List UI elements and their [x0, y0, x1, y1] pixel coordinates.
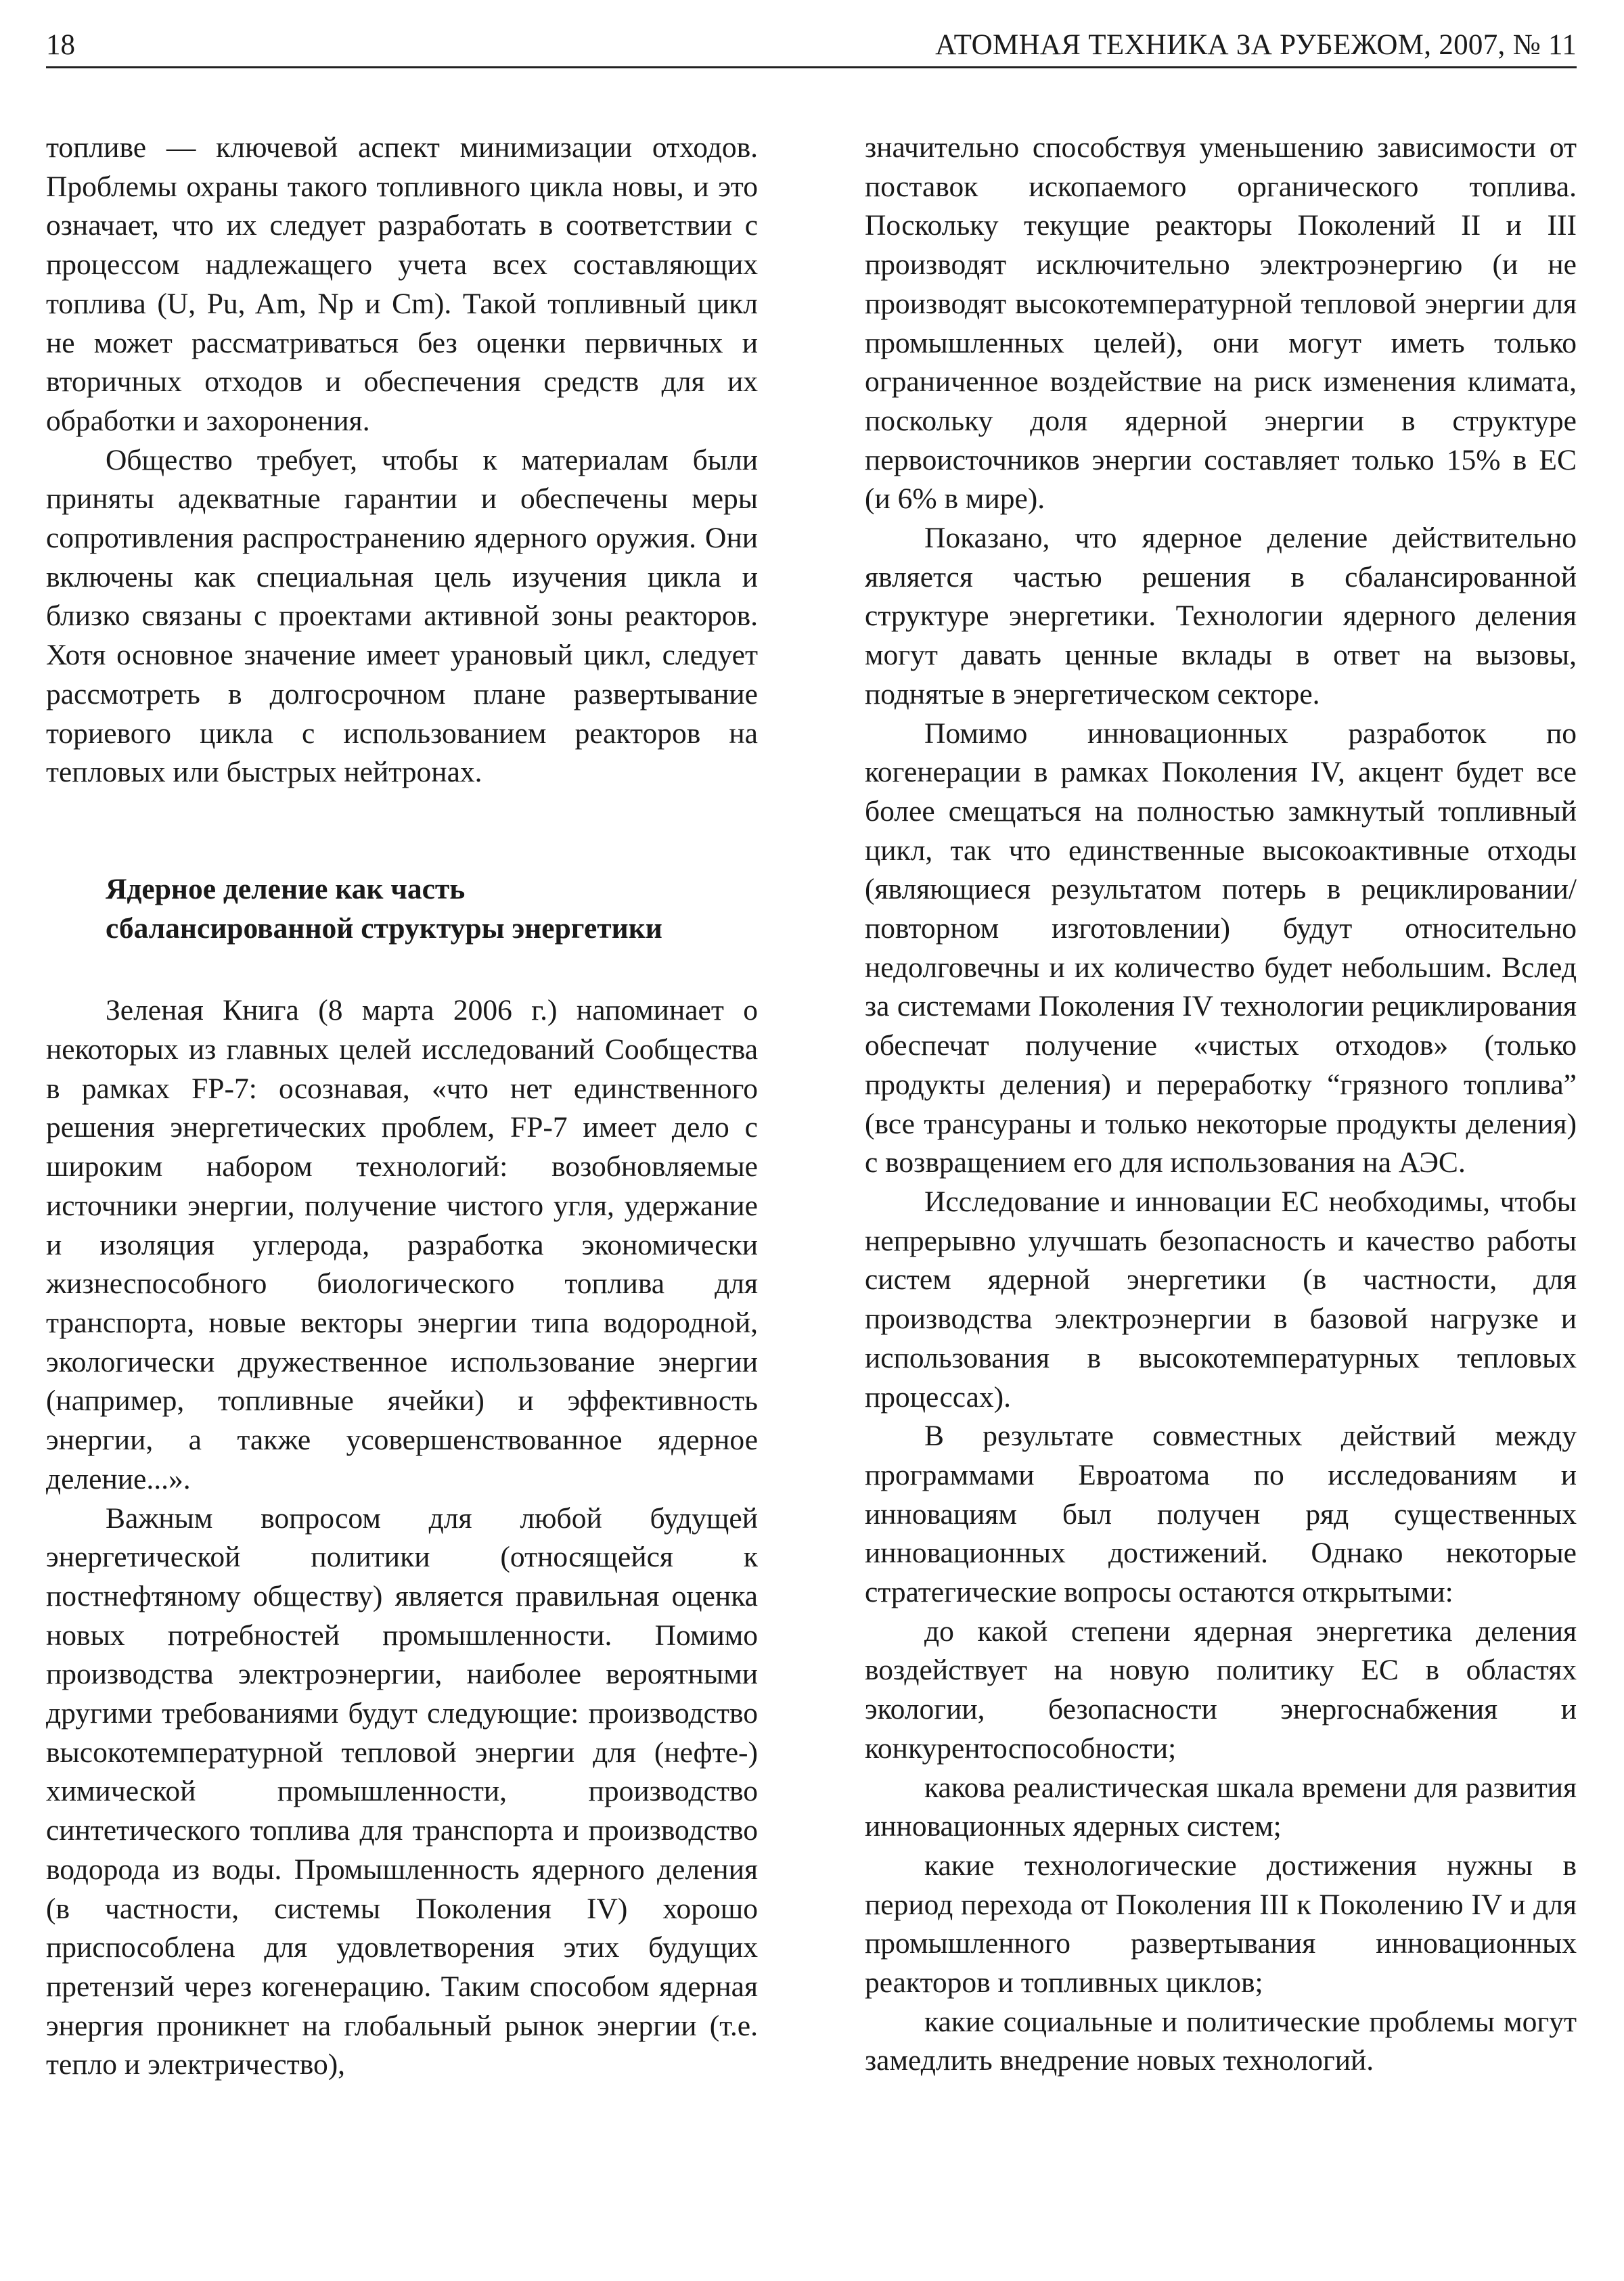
list-item: до какой степени ядерная энергетика деления воздействует на новую политику ЕС в областях экологии, безопасности энергоснабжения и конкурентоспособности; — [865, 1614, 1577, 1765]
paragraph: значительно способствуя уменьшению зависимости от поставок ископаемого органического топлива. Поскольку текущие реакторы Поколений II и III производят исключительно электроэнергию (и не производят высокотемпературной тепловой энергии для промышленных целей), они могут иметь только ограниченное воздействие на риск изменения климата, поскольку доля ядерной энергии в структуре первоисточников энергии составляет только 15% в ЕС (и 6% в мире). — [865, 131, 1577, 516]
list-item: какие технологические достижения нужны в период перехода от Поколения III к Поколению IV и для промышленного развертывания инновационных реакторов и топливных циклов; — [865, 1849, 1577, 2000]
list-item: какова реалистическая шкала времени для развития инновационных ядерных систем; — [865, 1771, 1577, 1843]
journal-title: АТОМНАЯ ТЕХНИКА ЗА РУБЕЖОМ, 2007, № 11 — [935, 29, 1577, 61]
page-header — [46, 26, 1577, 68]
right-column — [865, 129, 1577, 2081]
spacer — [46, 948, 758, 991]
paragraph: В результате совместных действий между программами Евроатома по исследованиям и инновациям был получен ряд существенных инновационных достижений. Однако некоторые стратегические вопросы остаются открытыми: — [865, 1420, 1577, 1609]
spacer — [46, 792, 758, 870]
paragraph: Исследование и инновации ЕС необходимы, чтобы непрерывно улучшать безопасность и качество работы систем ядерной энергетики (в частности, для производства электроэнергии в базовой нагрузке и использования в высокотемпературных тепловых процессах). — [865, 1185, 1577, 1414]
page-number: 18 — [46, 29, 75, 61]
paragraph: Зеленая Книга (8 марта 2006 г.) напоминает о некоторых из главных целей исследований Сообщества в рамках FP-7: осознавая, «что нет единственного решения энергетических проблем, FP-7 имеет дело с широким набором технологий: возобновляемые источники энергии, получение чистого угля, удержание и изоляция углерода, разработка экономически жизнеспособного биологического топлива для транспорта, новые векторы энергии типа водородной, экологически дружественное использование энергии (например, топливные ячейки) и эффективность энергии, а также усовершенствованное ядерное деление...». — [46, 994, 758, 1495]
paragraph: Общество требует, чтобы к материалам были приняты адекватные гарантии и обеспечены меры сопротивления распространению ядерного оружия. Они включены как специальная цель изучения цикла и близко связаны с проектами активной зоны реакторов. Хотя основное значение имеет урановый цикл, следует рассмотреть в долгосрочном плане развертывание ториевого цикла с использованием реакторов на тепловых или быстрых нейтронах. — [46, 443, 758, 789]
section-heading-line-1: Ядерное деление как часть — [106, 872, 466, 905]
paragraph: Важным вопросом для любой будущей энергетической политики (относящейся к постнефтяному обществу) является правильная оценка новых потребностей промышленности. Помимо производства электроэнергии, наиболее вероятными другими требованиями будут следующие: производство высокотемпературной тепловой энергии для (нефте-) химической промышленности, производство синтетического топлива для транспорта и производство водорода из воды. Промышленность ядерного деления (в частности, системы Поколения IV) хорошо приспособлена для удовлетворения этих будущих претензий через когенерацию. Таким способом ядерная энергия проникнет на глобальный рынок энергии (т.е. тепло и электричество), — [46, 1501, 758, 2081]
paragraph: Показано, что ядерное деление действительно является частью решения в сбалансированной структуре энергетики. Технологии ядерного деления могут давать ценные вклады в ответ на вызовы, поднятые в энергетическом секторе. — [865, 522, 1577, 710]
paragraph: топливе — ключевой аспект минимизации отходов. Проблемы охраны такого топливного цикла новы, и это означает, что их следует разработать в соответствии с процессом надлежащего учета всех составляющих топлива (U, Pu, Am, Np и Cm). Такой топливный цикл не может рассматриваться без оценки первичных и вторичных отходов и обеспечения средств для их обработки и захоронения. — [46, 131, 758, 437]
paragraph: Помимо инновационных разработок по когенерации в рамках Поколения IV, акцент будет все более смещаться на полностью замкнутый топливный цикл, так что единственные высокоактивные отходы (являющиеся результатом потерь в рециклировании/повторном изготовлении) будут относительно недолговечны и их количество будет небольшим. Вслед за системами Поколения IV технологии рециклирования обеспечат получение «чистых отходов» (только продукты деления) и переработку “грязного топлива” (все трансураны и только некоторые продукты деления) с возвращением его для использования на АЭС. — [865, 717, 1577, 1179]
section-heading-line-2: сбалансированной структуры энергетики — [106, 911, 662, 945]
list-item: какие социальные и политические проблемы могут замедлить внедрение новых технологий. — [865, 2005, 1577, 2077]
left-column — [46, 129, 758, 2085]
